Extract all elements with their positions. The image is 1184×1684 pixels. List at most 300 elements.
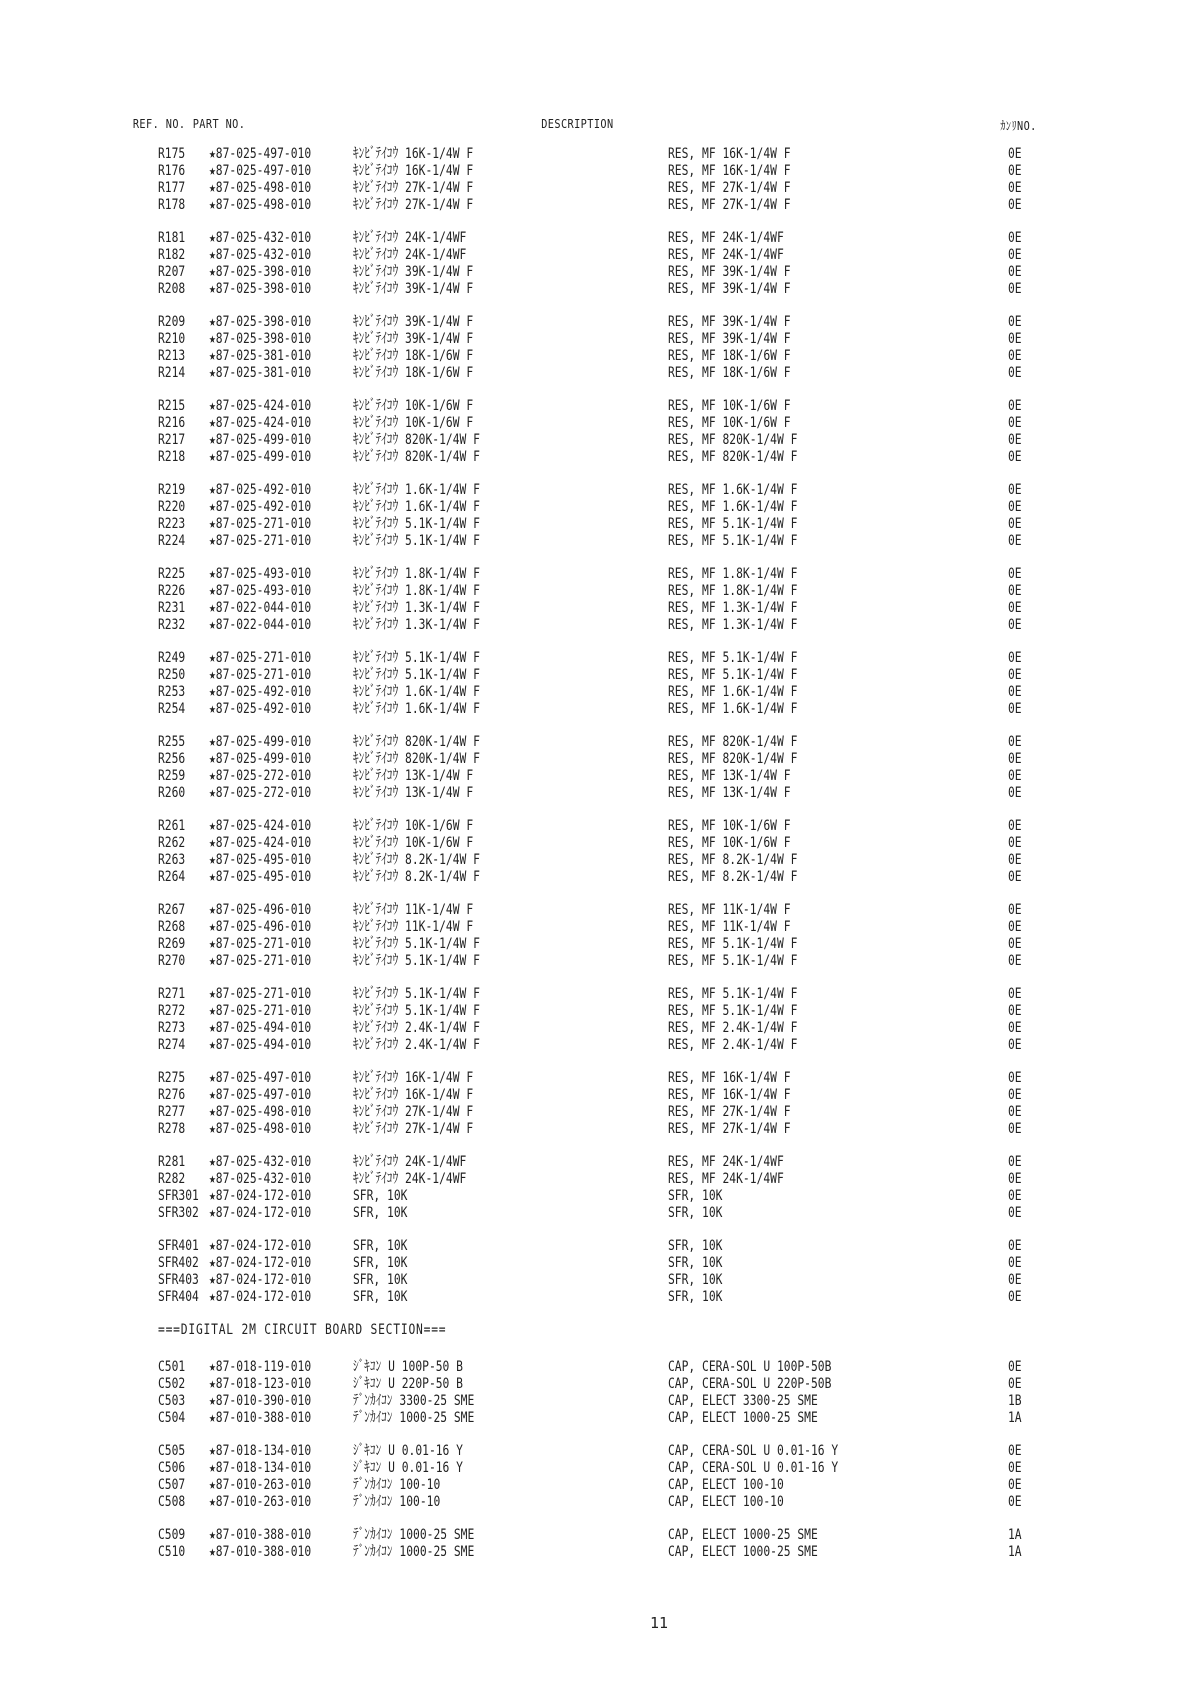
ref-no-cell: R276: [158, 1087, 186, 1103]
description-cell: RES, MF 1.3K-1/4W F: [668, 617, 798, 633]
kanri-no-cell: 0E: [1008, 852, 1022, 868]
kanri-no-cell: 1A: [1008, 1527, 1022, 1543]
jp-description-cell: ｷﾝﾋﾞﾃｲｺｳ 27K-1/4W F: [353, 1104, 474, 1120]
part-no-cell: ★87-025-271-010: [209, 650, 312, 666]
table-row: [0, 1070, 1184, 1087]
table-row: [0, 902, 1184, 919]
table-row: [0, 398, 1184, 415]
table-row: [0, 482, 1184, 499]
part-no-cell: ★87-025-432-010: [209, 1171, 312, 1187]
ref-no-cell: SFR403: [158, 1272, 199, 1288]
kanri-no-cell: 1A: [1008, 1544, 1022, 1560]
jp-description-cell: ｷﾝﾋﾞﾃｲｺｳ 27K-1/4W F: [353, 1121, 474, 1137]
description-cell: RES, MF 10K-1/6W F: [668, 415, 791, 431]
jp-description-cell: ｼﾞｷｺﾝ U 220P-50 B: [353, 1376, 463, 1392]
ref-no-cell: R220: [158, 499, 186, 515]
ref-no-cell: R176: [158, 163, 186, 179]
ref-no-cell: R216: [158, 415, 186, 431]
table-row: [0, 650, 1184, 667]
description-cell: RES, MF 13K-1/4W F: [668, 785, 791, 801]
ref-no-cell: R271: [158, 986, 186, 1002]
part-no-cell: ★87-025-432-010: [209, 1154, 312, 1170]
part-no-cell: ★87-025-497-010: [209, 1070, 312, 1086]
part-no-cell: ★87-025-424-010: [209, 818, 312, 834]
kanri-no-cell: 0E: [1008, 1272, 1022, 1288]
jp-description-cell: ｷﾝﾋﾞﾃｲｺｳ 24K-1/4WF: [353, 230, 467, 246]
ref-no-cell: C504: [158, 1410, 186, 1426]
ref-no-cell: R226: [158, 583, 186, 599]
description-cell: RES, MF 16K-1/4W F: [668, 146, 791, 162]
kanri-no-cell: 0E: [1008, 919, 1022, 935]
table-row: [0, 583, 1184, 600]
table-row: [0, 533, 1184, 550]
ref-no-cell: R263: [158, 852, 186, 868]
section-title: [0, 1322, 1184, 1339]
kanri-no-cell: 0E: [1008, 365, 1022, 381]
table-row: [0, 835, 1184, 852]
table-row: [0, 1460, 1184, 1477]
description-cell: RES, MF 24K-1/4WF: [668, 230, 784, 246]
part-no-cell: ★87-025-492-010: [209, 482, 312, 498]
part-no-cell: ★87-010-388-010: [209, 1544, 312, 1560]
ref-no-cell: R218: [158, 449, 186, 465]
part-no-cell: ★87-025-498-010: [209, 197, 312, 213]
jp-description-cell: ｷﾝﾋﾞﾃｲｺｳ 24K-1/4WF: [353, 1171, 467, 1187]
jp-description-cell: ｷﾝﾋﾞﾃｲｺｳ 10K-1/6W F: [353, 818, 474, 834]
table-row: [0, 986, 1184, 1003]
part-no-cell: ★87-025-493-010: [209, 566, 312, 582]
ref-no-cell: R267: [158, 902, 186, 918]
part-no-cell: ★87-025-398-010: [209, 281, 312, 297]
kanri-no-cell: 0E: [1008, 1104, 1022, 1120]
kanri-no-cell: 0E: [1008, 146, 1022, 162]
table-row: [0, 1359, 1184, 1376]
jp-description-cell: ｷﾝﾋﾞﾃｲｺｳ 39K-1/4W F: [353, 314, 474, 330]
table-row: [0, 331, 1184, 348]
part-no-cell: ★87-025-398-010: [209, 331, 312, 347]
part-no-cell: ★87-025-424-010: [209, 415, 312, 431]
jp-description-cell: ｷﾝﾋﾞﾃｲｺｳ 11K-1/4W F: [353, 902, 474, 918]
kanri-no-cell: 0E: [1008, 348, 1022, 364]
part-no-cell: ★87-024-172-010: [209, 1272, 312, 1288]
kanri-no-cell: 0E: [1008, 281, 1022, 297]
kanri-no-cell: 0E: [1008, 986, 1022, 1002]
table-row: [0, 281, 1184, 298]
section-title-text: ===DIGITAL 2M CIRCUIT BOARD SECTION===: [158, 1322, 447, 1338]
table-row: [0, 852, 1184, 869]
ref-no-cell: R225: [158, 566, 186, 582]
jp-description-cell: ﾃﾞﾝｶｲｺﾝ 1000-25 SME: [353, 1527, 475, 1543]
part-no-cell: ★87-024-172-010: [209, 1205, 312, 1221]
parts-group: [0, 1359, 1184, 1427]
jp-description-cell: ｷﾝﾋﾞﾃｲｺｳ 820K-1/4W F: [353, 734, 480, 750]
ref-no-cell: R182: [158, 247, 186, 263]
table-row: [0, 1477, 1184, 1494]
table-row: [0, 499, 1184, 516]
table-row: [0, 734, 1184, 751]
kanri-no-cell: 0E: [1008, 180, 1022, 196]
parts-group: [0, 734, 1184, 802]
description-cell: CAP, CERA-SOL U 100P-50B: [668, 1359, 832, 1375]
parts-group: [0, 146, 1184, 214]
jp-description-cell: ｷﾝﾋﾞﾃｲｺｳ 1.8K-1/4W F: [353, 583, 480, 599]
kanri-no-cell: 0E: [1008, 1188, 1022, 1204]
part-no-cell: ★87-025-495-010: [209, 852, 312, 868]
table-row: [0, 247, 1184, 264]
ref-no-cell: R278: [158, 1121, 186, 1137]
description-cell: RES, MF 13K-1/4W F: [668, 768, 791, 784]
table-row: [0, 600, 1184, 617]
description-cell: SFR, 10K: [668, 1272, 723, 1288]
jp-description-cell: ｷﾝﾋﾞﾃｲｺｳ 2.4K-1/4W F: [353, 1037, 480, 1053]
kanri-no-cell: 0E: [1008, 247, 1022, 263]
description-cell: RES, MF 16K-1/4W F: [668, 1070, 791, 1086]
jp-description-cell: ｷﾝﾋﾞﾃｲｺｳ 16K-1/4W F: [353, 163, 474, 179]
part-no-cell: ★87-025-271-010: [209, 667, 312, 683]
description-cell: RES, MF 16K-1/4W F: [668, 163, 791, 179]
table-row: [0, 180, 1184, 197]
parts-group: [0, 818, 1184, 886]
description-cell: RES, MF 820K-1/4W F: [668, 449, 798, 465]
jp-description-cell: ｷﾝﾋﾞﾃｲｺｳ 39K-1/4W F: [353, 264, 474, 280]
part-no-cell: ★87-010-390-010: [209, 1393, 312, 1409]
description-cell: RES, MF 27K-1/4W F: [668, 180, 791, 196]
jp-description-cell: ｷﾝﾋﾞﾃｲｺｳ 1.3K-1/4W F: [353, 617, 480, 633]
description-cell: RES, MF 5.1K-1/4W F: [668, 650, 798, 666]
kanri-no-cell: 0E: [1008, 583, 1022, 599]
parts-group: [0, 1527, 1184, 1561]
description-cell: RES, MF 39K-1/4W F: [668, 331, 791, 347]
ref-no-cell: R208: [158, 281, 186, 297]
part-no-cell: ★87-025-398-010: [209, 264, 312, 280]
description-cell: SFR, 10K: [668, 1289, 723, 1305]
jp-description-cell: ｷﾝﾋﾞﾃｲｺｳ 5.1K-1/4W F: [353, 533, 480, 549]
kanri-no-cell: 0E: [1008, 1494, 1022, 1510]
description-cell: RES, MF 24K-1/4WF: [668, 247, 784, 263]
kanri-no-cell: 0E: [1008, 432, 1022, 448]
table-row: [0, 1188, 1184, 1205]
part-no-cell: ★87-025-497-010: [209, 163, 312, 179]
ref-no-cell: C510: [158, 1544, 186, 1560]
part-no-cell: ★87-010-388-010: [209, 1410, 312, 1426]
kanri-no-cell: 0E: [1008, 415, 1022, 431]
table-row: [0, 163, 1184, 180]
table-row: [0, 1393, 1184, 1410]
description-cell: RES, MF 8.2K-1/4W F: [668, 869, 798, 885]
part-no-cell: ★87-025-424-010: [209, 398, 312, 414]
description-cell: RES, MF 11K-1/4W F: [668, 919, 791, 935]
ref-no-cell: R262: [158, 835, 186, 851]
table-row: [0, 768, 1184, 785]
ref-no-cell: R219: [158, 482, 186, 498]
part-no-cell: ★87-025-499-010: [209, 751, 312, 767]
ref-no-cell: R215: [158, 398, 186, 414]
description-cell: CAP, CERA-SOL U 0.01-16 Y: [668, 1443, 839, 1459]
jp-description-cell: ｷﾝﾋﾞﾃｲｺｳ 39K-1/4W F: [353, 281, 474, 297]
jp-description-cell: ﾃﾞﾝｶｲｺﾝ 1000-25 SME: [353, 1544, 475, 1560]
description-cell: RES, MF 5.1K-1/4W F: [668, 986, 798, 1002]
description-cell: RES, MF 5.1K-1/4W F: [668, 936, 798, 952]
ref-no-header: REF. NO.: [132, 116, 186, 131]
ref-no-cell: R214: [158, 365, 186, 381]
kanri-no-cell: 0E: [1008, 1171, 1022, 1187]
ref-no-cell: R250: [158, 667, 186, 683]
table-row: [0, 869, 1184, 886]
kanri-no-cell: 0E: [1008, 1070, 1022, 1086]
table-row: [0, 449, 1184, 466]
kanri-no-cell: 0E: [1008, 902, 1022, 918]
jp-description-cell: ｷﾝﾋﾞﾃｲｺｳ 11K-1/4W F: [353, 919, 474, 935]
kanri-no-cell: 0E: [1008, 785, 1022, 801]
description-cell: RES, MF 1.6K-1/4W F: [668, 482, 798, 498]
part-no-cell: ★87-025-272-010: [209, 785, 312, 801]
jp-description-cell: ｷﾝﾋﾞﾃｲｺｳ 820K-1/4W F: [353, 751, 480, 767]
jp-description-cell: ｷﾝﾋﾞﾃｲｺｳ 27K-1/4W F: [353, 197, 474, 213]
ref-no-cell: R259: [158, 768, 186, 784]
ref-no-cell: R282: [158, 1171, 186, 1187]
jp-description-cell: ｷﾝﾋﾞﾃｲｺｳ 5.1K-1/4W F: [353, 516, 480, 532]
part-no-cell: ★87-025-498-010: [209, 1121, 312, 1137]
description-cell: SFR, 10K: [668, 1188, 723, 1204]
table-row: [0, 936, 1184, 953]
jp-description-cell: ｷﾝﾋﾞﾃｲｺｳ 24K-1/4WF: [353, 247, 467, 263]
description-cell: RES, MF 1.6K-1/4W F: [668, 701, 798, 717]
kanri-no-cell: 0E: [1008, 499, 1022, 515]
kanri-no-cell: 0E: [1008, 617, 1022, 633]
ref-no-cell: R249: [158, 650, 186, 666]
ref-no-cell: R177: [158, 180, 186, 196]
jp-description-cell: ｷﾝﾋﾞﾃｲｺｳ 10K-1/6W F: [353, 398, 474, 414]
jp-description-cell: ｷﾝﾋﾞﾃｲｺｳ 5.1K-1/4W F: [353, 650, 480, 666]
part-no-cell: ★87-018-134-010: [209, 1443, 312, 1459]
ref-no-cell: R277: [158, 1104, 186, 1120]
ref-no-cell: R209: [158, 314, 186, 330]
kanri-no-cell: 0E: [1008, 667, 1022, 683]
description-cell: RES, MF 18K-1/6W F: [668, 365, 791, 381]
table-row: [0, 751, 1184, 768]
jp-description-cell: ｷﾝﾋﾞﾃｲｺｳ 10K-1/6W F: [353, 835, 474, 851]
jp-description-cell: ｷﾝﾋﾞﾃｲｺｳ 13K-1/4W F: [353, 785, 474, 801]
ref-no-cell: SFR401: [158, 1238, 199, 1254]
ref-no-cell: R231: [158, 600, 186, 616]
parts-group: [0, 230, 1184, 298]
part-no-cell: ★87-025-271-010: [209, 516, 312, 532]
ref-no-cell: R181: [158, 230, 186, 246]
table-row: [0, 348, 1184, 365]
part-no-cell: ★87-022-044-010: [209, 617, 312, 633]
kanri-no-cell: 0E: [1008, 163, 1022, 179]
jp-description-cell: SFR, 10K: [353, 1255, 408, 1271]
description-cell: RES, MF 10K-1/6W F: [668, 818, 791, 834]
kanri-no-cell: 0E: [1008, 1121, 1022, 1137]
kanri-no-cell: 0E: [1008, 768, 1022, 784]
description-cell: CAP, ELECT 1000-25 SME: [668, 1410, 818, 1426]
kanri-no-cell: 0E: [1008, 684, 1022, 700]
part-no-cell: ★87-025-497-010: [209, 146, 312, 162]
ref-no-cell: R273: [158, 1020, 186, 1036]
kanri-no-cell: 0E: [1008, 953, 1022, 969]
description-cell: RES, MF 820K-1/4W F: [668, 432, 798, 448]
kanri-no-cell: 0E: [1008, 701, 1022, 717]
table-row: [0, 1410, 1184, 1427]
ref-no-cell: R275: [158, 1070, 186, 1086]
table-row: [0, 1443, 1184, 1460]
description-cell: RES, MF 27K-1/4W F: [668, 1104, 791, 1120]
jp-description-cell: ｷﾝﾋﾞﾃｲｺｳ 18K-1/6W F: [353, 365, 474, 381]
part-no-cell: ★87-025-494-010: [209, 1037, 312, 1053]
ref-no-cell: R210: [158, 331, 186, 347]
jp-description-cell: ｷﾝﾋﾞﾃｲｺｳ 1.6K-1/4W F: [353, 499, 480, 515]
part-no-cell: ★87-025-492-010: [209, 701, 312, 717]
description-cell: RES, MF 39K-1/4W F: [668, 281, 791, 297]
table-row: [0, 1121, 1184, 1138]
table-row: [0, 1154, 1184, 1171]
part-no-cell: ★87-025-272-010: [209, 768, 312, 784]
jp-description-cell: ﾃﾞﾝｶｲｺﾝ 100-10: [353, 1477, 441, 1493]
kanri-no-cell: 0E: [1008, 869, 1022, 885]
description-cell: RES, MF 1.3K-1/4W F: [668, 600, 798, 616]
parts-group: [0, 398, 1184, 466]
jp-description-cell: ｷﾝﾋﾞﾃｲｺｳ 1.6K-1/4W F: [353, 684, 480, 700]
part-no-cell: ★87-025-498-010: [209, 180, 312, 196]
kanri-no-cell: 0E: [1008, 1359, 1022, 1375]
kanri-no-cell: 0E: [1008, 533, 1022, 549]
description-cell: CAP, CERA-SOL U 0.01-16 Y: [668, 1460, 839, 1476]
jp-description-cell: SFR, 10K: [353, 1272, 408, 1288]
table-row: [0, 1205, 1184, 1222]
part-no-cell: ★87-025-496-010: [209, 919, 312, 935]
description-cell: RES, MF 5.1K-1/4W F: [668, 953, 798, 969]
table-row: [0, 667, 1184, 684]
kanri-no-cell: 0E: [1008, 1087, 1022, 1103]
ref-no-cell: C506: [158, 1460, 186, 1476]
ref-no-cell: R260: [158, 785, 186, 801]
kanri-no-cell: 0E: [1008, 1376, 1022, 1392]
description-cell: RES, MF 1.6K-1/4W F: [668, 499, 798, 515]
jp-description-cell: SFR, 10K: [353, 1188, 408, 1204]
description-cell: SFR, 10K: [668, 1255, 723, 1271]
table-row: [0, 1171, 1184, 1188]
parts-group: [0, 986, 1184, 1054]
jp-description-cell: ｼﾞｷｺﾝ U 100P-50 B: [353, 1359, 463, 1375]
jp-description-cell: ｷﾝﾋﾞﾃｲｺｳ 1.8K-1/4W F: [353, 566, 480, 582]
table-row: [0, 1255, 1184, 1272]
part-no-cell: ★87-010-263-010: [209, 1477, 312, 1493]
description-cell: SFR, 10K: [668, 1238, 723, 1254]
table-row: [0, 617, 1184, 634]
jp-description-cell: ｷﾝﾋﾞﾃｲｺｳ 1.6K-1/4W F: [353, 482, 480, 498]
part-no-cell: ★87-018-119-010: [209, 1359, 312, 1375]
parts-group: [0, 482, 1184, 550]
part-no-cell: ★87-025-432-010: [209, 247, 312, 263]
description-cell: CAP, ELECT 3300-25 SME: [668, 1393, 818, 1409]
jp-description-cell: SFR, 10K: [353, 1289, 408, 1305]
table-row: [0, 818, 1184, 835]
kanri-no-cell: 0E: [1008, 751, 1022, 767]
jp-description-cell: SFR, 10K: [353, 1238, 408, 1254]
description-cell: RES, MF 27K-1/4W F: [668, 197, 791, 213]
description-cell: RES, MF 8.2K-1/4W F: [668, 852, 798, 868]
description-cell: RES, MF 27K-1/4W F: [668, 1121, 791, 1137]
ref-no-cell: SFR301: [158, 1188, 199, 1204]
part-no-cell: ★87-024-172-010: [209, 1255, 312, 1271]
kanri-no-cell: 1A: [1008, 1410, 1022, 1426]
jp-description-cell: ｷﾝﾋﾞﾃｲｺｳ 820K-1/4W F: [353, 449, 480, 465]
part-no-cell: ★87-025-271-010: [209, 1003, 312, 1019]
table-row: [0, 1272, 1184, 1289]
kanri-no-header: ｶﾝﾘNO.: [1000, 118, 1037, 133]
ref-no-cell: SFR404: [158, 1289, 199, 1305]
ref-no-cell: R281: [158, 1154, 186, 1170]
ref-no-cell: SFR402: [158, 1255, 199, 1271]
description-cell: RES, MF 820K-1/4W F: [668, 751, 798, 767]
table-row: [0, 415, 1184, 432]
jp-description-cell: ｷﾝﾋﾞﾃｲｺｳ 2.4K-1/4W F: [353, 1020, 480, 1036]
description-cell: RES, MF 10K-1/6W F: [668, 835, 791, 851]
jp-description-cell: ｼﾞｷｺﾝ U 0.01-16 Y: [353, 1443, 463, 1459]
description-cell: CAP, ELECT 1000-25 SME: [668, 1527, 818, 1543]
part-no-cell: ★87-025-398-010: [209, 314, 312, 330]
part-no-cell: ★87-025-271-010: [209, 533, 312, 549]
table-row: [0, 1037, 1184, 1054]
part-no-cell: ★87-025-271-010: [209, 953, 312, 969]
jp-description-cell: ｷﾝﾋﾞﾃｲｺｳ 5.1K-1/4W F: [353, 1003, 480, 1019]
ref-no-cell: R213: [158, 348, 186, 364]
jp-description-cell: SFR, 10K: [353, 1205, 408, 1221]
table-row: [0, 566, 1184, 583]
jp-description-cell: ｷﾝﾋﾞﾃｲｺｳ 5.1K-1/4W F: [353, 667, 480, 683]
kanri-no-cell: 0E: [1008, 1289, 1022, 1305]
kanri-no-cell: 0E: [1008, 818, 1022, 834]
ref-no-cell: R178: [158, 197, 186, 213]
jp-description-cell: ｷﾝﾋﾞﾃｲｺｳ 10K-1/6W F: [353, 415, 474, 431]
table-row: [0, 1527, 1184, 1544]
kanri-no-cell: 0E: [1008, 314, 1022, 330]
jp-description-cell: ｷﾝﾋﾞﾃｲｺｳ 5.1K-1/4W F: [353, 986, 480, 1002]
description-cell: RES, MF 10K-1/6W F: [668, 398, 791, 414]
jp-description-cell: ｷﾝﾋﾞﾃｲｺｳ 13K-1/4W F: [353, 768, 474, 784]
kanri-no-cell: 0E: [1008, 1003, 1022, 1019]
table-row: [0, 197, 1184, 214]
description-cell: CAP, ELECT 1000-25 SME: [668, 1544, 818, 1560]
table-row: [0, 314, 1184, 331]
parts-group: [0, 1238, 1184, 1306]
table-row: [0, 1376, 1184, 1393]
kanri-no-cell: 0E: [1008, 1238, 1022, 1254]
ref-no-cell: R256: [158, 751, 186, 767]
parts-group: [0, 1070, 1184, 1138]
table-row: [0, 230, 1184, 247]
table-row: [0, 1544, 1184, 1561]
description-cell: RES, MF 18K-1/6W F: [668, 348, 791, 364]
kanri-no-cell: 0E: [1008, 482, 1022, 498]
table-row: [0, 684, 1184, 701]
description-cell: RES, MF 11K-1/4W F: [668, 902, 791, 918]
parts-group: [0, 1443, 1184, 1511]
table-row: [0, 146, 1184, 163]
jp-description-cell: ﾃﾞﾝｶｲｺﾝ 3300-25 SME: [353, 1393, 475, 1409]
part-no-cell: ★87-010-388-010: [209, 1527, 312, 1543]
description-cell: RES, MF 16K-1/4W F: [668, 1087, 791, 1103]
kanri-no-cell: 0E: [1008, 264, 1022, 280]
jp-description-cell: ｷﾝﾋﾞﾃｲｺｳ 27K-1/4W F: [353, 180, 474, 196]
jp-description-cell: ｷﾝﾋﾞﾃｲｺｳ 24K-1/4WF: [353, 1154, 467, 1170]
part-no-cell: ★87-018-134-010: [209, 1460, 312, 1476]
kanri-no-cell: 0E: [1008, 1205, 1022, 1221]
jp-description-cell: ｷﾝﾋﾞﾃｲｺｳ 8.2K-1/4W F: [353, 852, 480, 868]
ref-no-cell: R217: [158, 432, 186, 448]
description-cell: RES, MF 24K-1/4WF: [668, 1171, 784, 1187]
